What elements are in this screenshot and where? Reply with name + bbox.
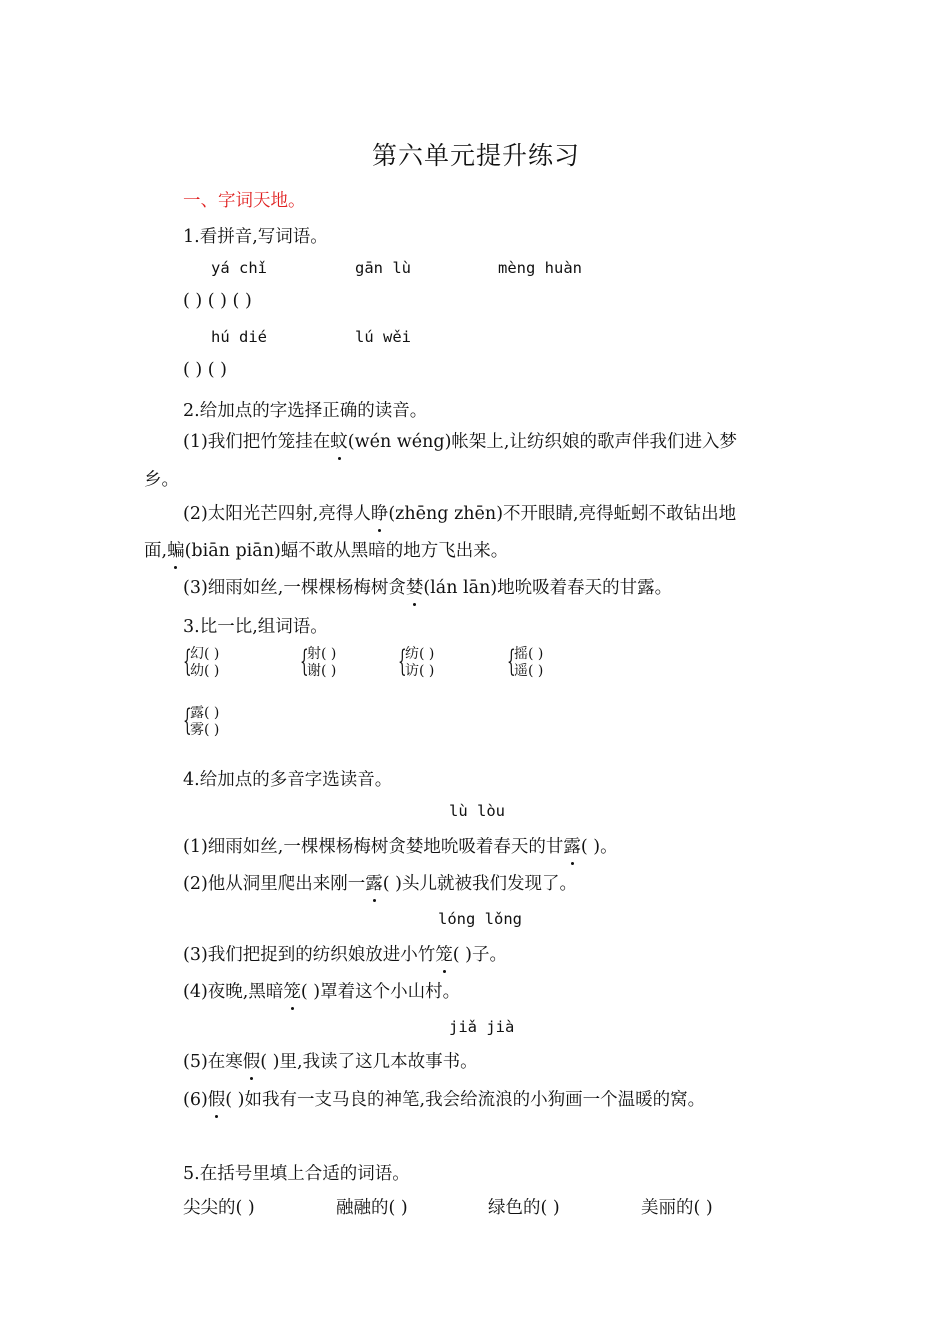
q4-item4: (4)夜晚,黑暗笼( )罩着这个小山村。 — [183, 978, 460, 1003]
dotted-char: 假 — [243, 1048, 261, 1073]
q1-pinyin-5: lú wěi — [355, 328, 411, 346]
dotted-char: 蚊 — [330, 428, 348, 453]
q2-item3: (3)细雨如丝,一棵棵杨梅树贪婪(lán lān)地吮吸着春天的甘露。 — [183, 574, 672, 599]
q5-stem: 5.在括号里填上合适的词语。 — [183, 1164, 410, 1184]
q2-item1-line2: 乡。 — [144, 470, 179, 490]
section-heading: 一、字词天地。 — [183, 191, 306, 211]
dotted-char: 婪 — [406, 574, 424, 599]
dotted-char: 睁 — [371, 500, 389, 525]
brace-icon: { — [507, 644, 516, 679]
page-title: 第六单元提升练习 — [372, 141, 581, 170]
dotted-char: 笼 — [435, 941, 453, 966]
q5-item-2[interactable]: 融融的( ) — [336, 1198, 408, 1218]
q2-item1-line1: (1)我们把竹笼挂在蚊(wén wéng)帐架上,让纺织娘的歌声伴我们进入梦 — [183, 428, 737, 453]
q2-item2-line2: 面,蝙(biān piān)蝠不敢从黑暗的地方飞出来。 — [144, 537, 508, 562]
char-pair-4[interactable]: { 摇( ) 遥( ) — [507, 644, 544, 679]
q1-answer-blanks-row1[interactable]: ( ) ( ) ( ) — [183, 291, 252, 311]
q4-pinyin-options-2: lóng lǒng — [438, 910, 522, 928]
char-pair-1[interactable]: { 幻( ) 幼( ) — [183, 644, 220, 679]
q5-item-3[interactable]: 绿色的( ) — [488, 1198, 560, 1218]
q4-item5: (5)在寒假( )里,我读了这几本故事书。 — [183, 1048, 478, 1073]
dotted-char: 假 — [208, 1086, 226, 1111]
q2-stem: 2.给加点的字选择正确的读音。 — [183, 401, 428, 421]
char-pair-5[interactable]: { 露( ) 雾( ) — [183, 703, 220, 738]
q5-item-1[interactable]: 尖尖的( ) — [183, 1198, 255, 1218]
char-pair-2[interactable]: { 射( ) 谢( ) — [300, 644, 337, 679]
q4-item2: (2)他从洞里爬出来刚一露( )头儿就被我们发现了。 — [183, 870, 577, 895]
q1-pinyin-3: mèng huàn — [498, 259, 582, 277]
q4-pinyin-options-1: lù lòu — [449, 802, 505, 820]
brace-icon: { — [300, 644, 309, 679]
dotted-char: 露 — [365, 870, 383, 895]
q4-item6: (6)假( )如我有一支马良的神笔,我会给流浪的小狗画一个温暖的窝。 — [183, 1086, 705, 1111]
q2-item2-line1: (2)太阳光芒四射,亮得人睁(zhēng zhēn)不开眼睛,亮得蚯蚓不敢钻出地 — [183, 500, 736, 525]
char-pair-3[interactable]: { 纺( ) 访( ) — [398, 644, 435, 679]
brace-icon: { — [398, 644, 407, 679]
q1-pinyin-2: gān lù — [355, 259, 411, 277]
q1-answer-blanks-row2[interactable]: ( ) ( ) — [183, 360, 227, 380]
q4-pinyin-options-3: jiǎ jià — [449, 1018, 515, 1036]
q5-item-4[interactable]: 美丽的( ) — [641, 1198, 713, 1218]
q4-item3: (3)我们把捉到的纺织娘放进小竹笼( )子。 — [183, 941, 507, 966]
dotted-char: 笼 — [283, 978, 301, 1003]
q1-pinyin-1: yá chǐ — [211, 259, 267, 277]
q3-stem: 3.比一比,组词语。 — [183, 617, 328, 637]
brace-icon: { — [183, 644, 192, 679]
dotted-char: 露 — [563, 833, 581, 858]
dotted-char: 蝙 — [167, 537, 185, 562]
q1-stem: 1.看拼音,写词语。 — [183, 227, 328, 247]
brace-icon: { — [183, 703, 192, 738]
q1-pinyin-4: hú dié — [211, 328, 267, 346]
q4-stem: 4.给加点的多音字选读音。 — [183, 770, 393, 790]
q4-item1: (1)细雨如丝,一棵棵杨梅树贪婪地吮吸着春天的甘露( )。 — [183, 833, 618, 858]
